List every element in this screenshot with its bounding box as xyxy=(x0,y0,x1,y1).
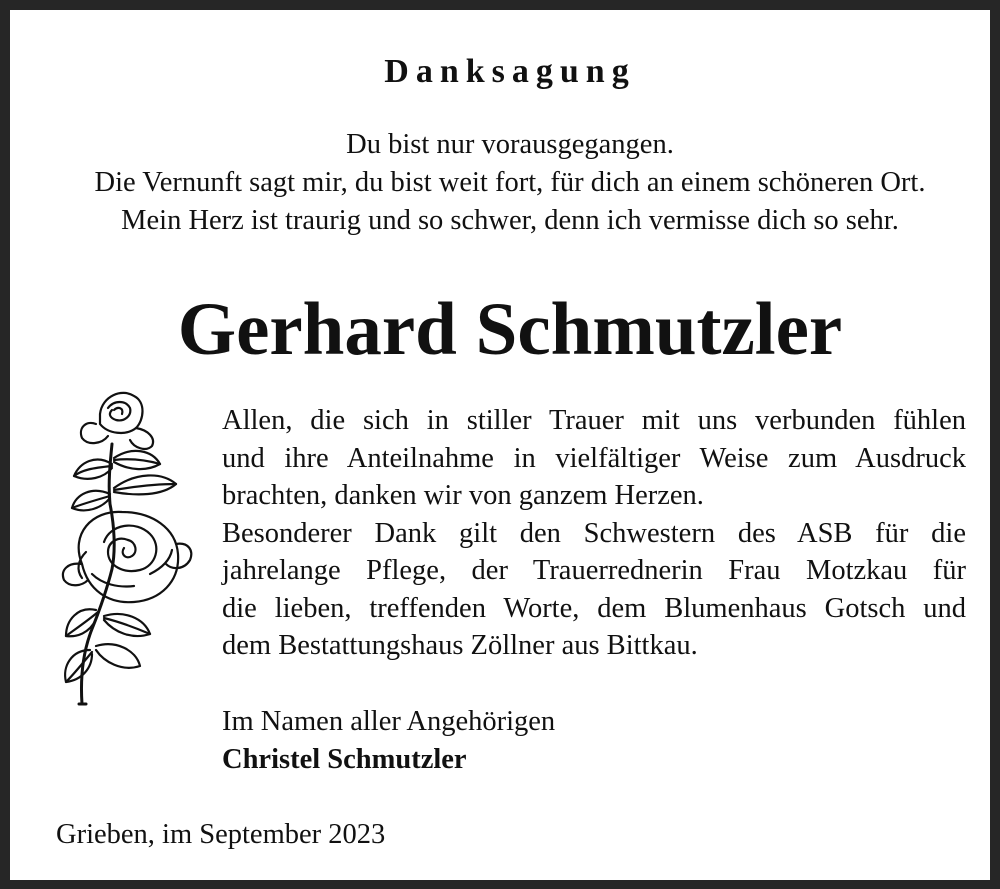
poem-line: Mein Herz ist traurig und so schwer, denn ich vermisse dich so sehr. xyxy=(121,205,899,236)
deceased-name: Gerhard Schmutzler xyxy=(177,288,843,371)
rose-icon xyxy=(52,384,197,709)
thanks-line: dem Bestattungshaus Zöllner aus Bittkau. xyxy=(222,630,698,661)
signoff xyxy=(222,703,555,779)
thanks-text xyxy=(222,402,966,665)
notice-heading: Danksagung xyxy=(384,53,636,90)
poem-block xyxy=(10,126,1000,240)
thanks-line: und ihre Anteilnahme in vielfältiger Weise zum Ausdruck xyxy=(222,442,966,474)
signer-name: Christel Schmutzler xyxy=(222,744,467,775)
poem-line: Du bist nur vorausgegangen. xyxy=(346,129,674,160)
thanks-line: Allen, die sich in stiller Trauer mit uns verbunden fühlen xyxy=(222,405,966,436)
place-date: Grieben, im September 2023 xyxy=(56,819,386,850)
thanks-line: Besonderer Dank gilt den Schwestern des ASB für die xyxy=(222,517,966,549)
signoff-line: Im Namen aller Angehörigen xyxy=(222,706,556,737)
thanks-line: jahrelange Pflege, der Trauerrednerin Frau Motzkau für xyxy=(222,555,966,586)
poem-line: Die Vernunft sagt mir, du bist weit fort, für dich an einem schöneren Ort. xyxy=(94,167,926,198)
thanks-line: brachten, danken wir von ganzem Herzen. xyxy=(222,480,704,511)
thanks-line: die lieben, treffenden Worte, dem Blumenhaus Gotsch und xyxy=(222,592,966,624)
